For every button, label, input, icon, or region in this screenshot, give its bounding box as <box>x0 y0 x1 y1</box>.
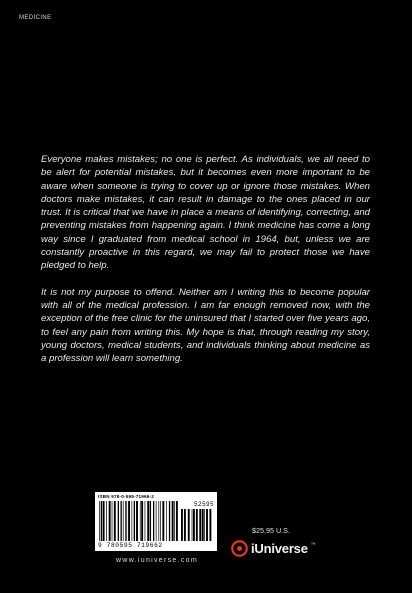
publisher-website: www.iuniverse.com <box>115 557 198 564</box>
barcode-digits: 9 780595 719662 <box>98 542 163 549</box>
blurb-paragraph-1: Everyone makes mistakes; no one is perfect. As individuals, we all need to be alert for potential mistakes, but it becomes even more important to be aware when someone is trying to cover up or ignore those mistakes. When doctors make mistakes, it can result in damage to the ones placed in our trust. It is critical that we have in place a means of identifying, correcting, and preventing mistakes from happening again. I think medicine has come a long way since I graduated from medical school in 1964, but, unless we are constantly proactive in this regard, we may fail to protect those we have pledged to help. <box>41 154 370 272</box>
blurb-paragraph-2: It is not my purpose to offend. Neither am I writing this to become popular with all of the medical profession. I am far enough removed now, with the exception of the free clinic for the uninsured that I started over five years ago, to feel any pain from writing this. My hope is that, through reading my story, young doctors, medical students, and individuals thinking about medicine as a profession will learn something. <box>41 286 370 365</box>
barcode-addon-digits: 52595 <box>193 501 214 508</box>
back-cover-blurb <box>41 153 370 378</box>
book-price: $25.95 U.S. <box>252 526 290 535</box>
isbn-barcode <box>95 492 217 551</box>
publisher-logo <box>231 539 316 557</box>
publisher-name: iUniverse <box>251 540 308 556</box>
iuniverse-logo-icon <box>231 540 248 557</box>
trademark-symbol: ™ <box>310 542 316 548</box>
isbn-number: ISBN 978-0-595-71966-2 <box>98 494 154 499</box>
category-label: MEDICINE <box>19 15 52 21</box>
